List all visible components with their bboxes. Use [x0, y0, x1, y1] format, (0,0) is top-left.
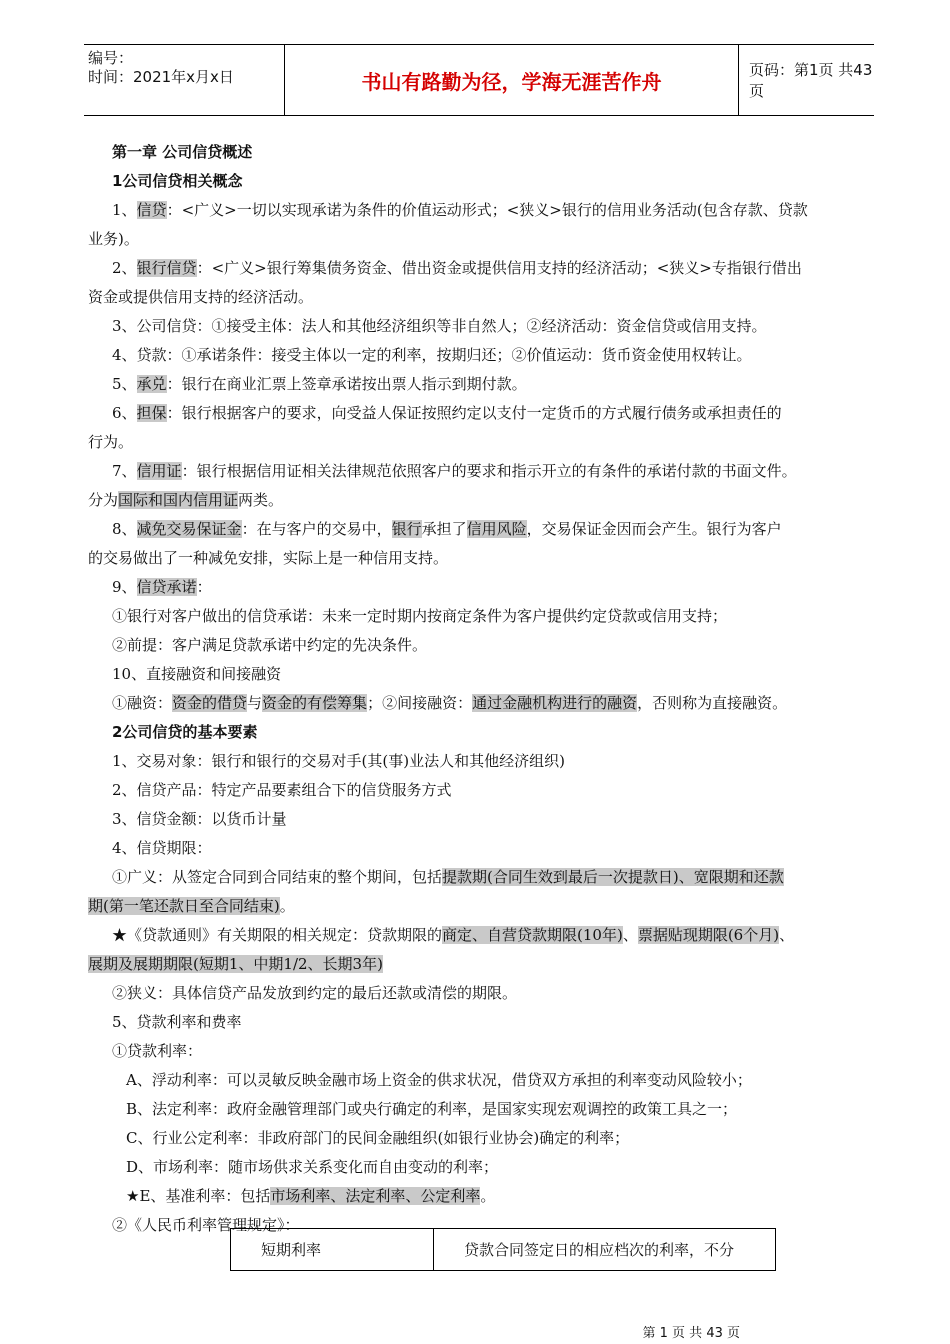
paragraph-continuation: 行为。 — [88, 433, 134, 451]
paragraph: 10、直接融资和间接融资 — [112, 665, 282, 683]
paragraph: 1、信贷：<广义>一切以实现承诺为条件的价值运动形式；<狭义>银行的信用业务活动(包含存款、贷款 — [112, 201, 808, 219]
list-item: ②狭义：具体信贷产品发放到约定的最后还款或清偿的期限。 — [112, 984, 518, 1002]
highlight: 银行 — [391, 520, 422, 538]
list-item: ②《人民币利率管理规定》： — [112, 1216, 300, 1234]
highlight: 信贷承诺 — [136, 578, 197, 596]
paragraph: 8、减免交易保证金：在与客户的交易中，银行承担了信用风险，交易保证金因而会产生。银行为客户 — [112, 520, 782, 538]
paragraph-continuation — [88, 950, 878, 979]
paragraph: 5、贷款利率和费率 — [112, 1013, 242, 1031]
highlight: 担保 — [136, 404, 167, 422]
page-footer: 第 1 页 共 43 页 — [642, 1326, 740, 1341]
paragraph-continuation: 的交易做出了一种减免安排，实际上是一种信用支持。 — [88, 549, 449, 567]
highlight: 信用证 — [136, 462, 182, 480]
paragraph: 5、承兑：银行在商业汇票上签章承诺按出票人指示到期付款。 — [112, 375, 527, 393]
table-cell: 短期利率 — [231, 1229, 434, 1271]
paragraph: 6、担保：银行根据客户的要求，向受益人保证按照约定以支付一定货币的方式履行债务或承担责任的 — [112, 404, 782, 422]
highlight: 票据贴现期限(6个月) — [637, 926, 780, 944]
section-title: 2公司信贷的基本要素 — [112, 723, 258, 741]
list-item: ①融资：资金的借贷与资金的有偿筹集；②间接融资：通过金融机构进行的融资，否则称为直接融资。 — [112, 694, 788, 712]
highlight: 银行信贷 — [136, 259, 197, 277]
document-body — [88, 138, 878, 1240]
highlight: 展期及展期期限(短期1、中期1/2、长期3年) — [88, 955, 383, 973]
paragraph: 2、银行信贷：<广义>银行筹集债务资金、借出资金或提供信用支持的经济活动；<狭义>专指银行借出 — [112, 259, 802, 277]
table-cell: 贷款合同签定日的相应档次的利率，不分 — [434, 1229, 776, 1271]
list-item: B、法定利率：政府金融管理部门或央行确定的利率，是国家实现宏观调控的政策工具之一； — [126, 1100, 738, 1118]
header-meta — [84, 45, 284, 115]
list-item: ②前提：客户满足贷款承诺中约定的先决条件。 — [112, 636, 428, 654]
section-title: 1公司信贷相关概念 — [112, 172, 243, 190]
list-item: ★E、基准利率：包括市场利率、法定利率、公定利率。 — [126, 1187, 496, 1205]
paragraph: 3、公司信贷：①接受主体：法人和其他经济组织等非自然人；②经济活动：资金信贷或信用支持。 — [112, 317, 767, 335]
paragraph-continuation: 期(第一笔还款日至合同结束)。 — [88, 897, 295, 915]
chapter-title: 第一章 公司信贷概述 — [112, 143, 253, 161]
paragraph: 1、交易对象：银行和银行的交易对手(其(事)业法人和其他经济组织) — [112, 752, 565, 770]
paragraph: 4、贷款：①承诺条件：接受主体以一定的利率，按期归还；②价值运动：货币资金使用权转让。 — [112, 346, 752, 364]
document-time-label: 时间：2021年x月x日 — [88, 68, 234, 86]
paragraph: 9、信贷承诺： — [112, 578, 212, 596]
interest-rate-table — [230, 1228, 776, 1271]
list-item: ★《贷款通则》有关期限的相关规定：贷款期限的商定、自营贷款期限(10年)、票据贴现期限(6个月)、 — [112, 926, 795, 944]
highlight: 国际和国内信用证 — [118, 491, 239, 509]
highlight: 资金的借贷 — [172, 694, 248, 712]
paragraph-continuation: 分为国际和国内信用证两类。 — [88, 491, 284, 509]
paragraph: 4、信贷期限： — [112, 839, 212, 857]
highlight: 信用风险 — [466, 520, 527, 538]
list-item: A、浮动利率：可以灵敏反映金融市场上资金的供求状况，借贷双方承担的利率变动风险较小； — [126, 1071, 752, 1089]
highlight: 承兑 — [136, 375, 167, 393]
highlight: 市场利率、法定利率、公定利率 — [270, 1187, 481, 1205]
paragraph-continuation: 业务)。 — [88, 230, 139, 248]
paragraph-continuation: 资金或提供信用支持的经济活动。 — [88, 288, 314, 306]
highlight: 资金的有偿筹集 — [262, 694, 368, 712]
list-item: ①广义：从签定合同到合同结束的整个期间，包括提款期(合同生效到最后一次提款日)、宽限期和还款 — [112, 868, 784, 886]
paragraph: 2、信贷产品：特定产品要素组合下的信贷服务方式 — [112, 781, 452, 799]
document-number-label: 编号： — [88, 49, 134, 67]
page-header — [84, 44, 874, 116]
highlight: 商定、自营贷款期限(10年) — [442, 926, 623, 944]
header-page-info: 页码：第1页 共43页 — [749, 61, 873, 100]
paragraph: 3、信贷金额：以货币计量 — [112, 810, 287, 828]
list-item: C、行业公定利率：非政府部门的民间金融组织(如银行业协会)确定的利率； — [126, 1129, 630, 1147]
highlight: 信贷 — [136, 201, 167, 219]
list-item: ①贷款利率： — [112, 1042, 203, 1060]
paragraph: 7、信用证：银行根据信用证相关法律规范依照客户的要求和指示开立的有条件的承诺付款的书面文件。 — [112, 462, 797, 480]
list-item: D、市场利率：随市场供求关系变化而自由变动的利率； — [126, 1158, 499, 1176]
highlight: 提款期(合同生效到最后一次提款日)、宽限期和还款 — [442, 868, 784, 886]
highlight: 减免交易保证金 — [136, 520, 242, 538]
table-row — [231, 1229, 776, 1271]
highlight: 通过金融机构进行的融资 — [472, 694, 638, 712]
highlight: 期(第一笔还款日至合同结束) — [88, 897, 280, 915]
list-item: ①银行对客户做出的信贷承诺：未来一定时期内按商定条件为客户提供约定贷款或信用支持； — [112, 607, 728, 625]
header-motto: 书山有路勤为径，学海无涯苦作舟 — [284, 45, 739, 115]
